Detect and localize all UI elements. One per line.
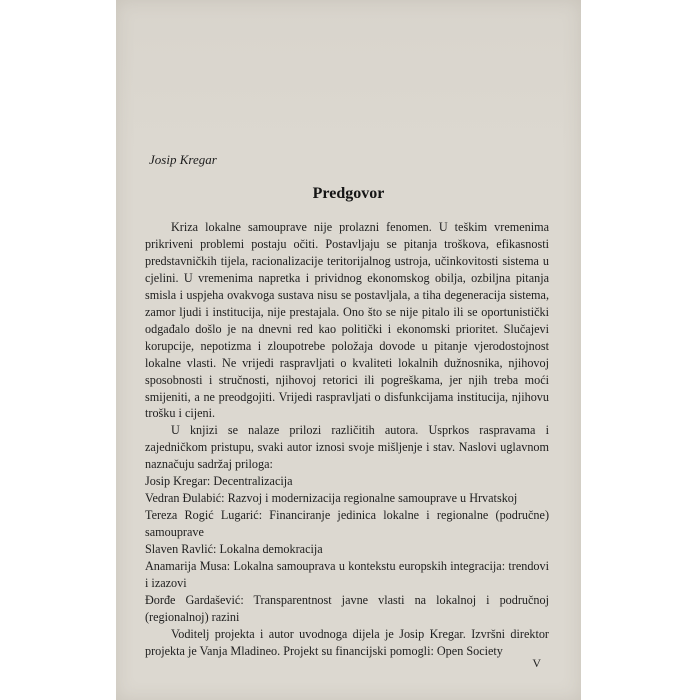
bleed-through-area <box>116 0 581 150</box>
book-page <box>116 0 581 700</box>
contribution-item: Josip Kregar: Decentralizacija <box>145 474 293 489</box>
contribution-item: Vedran Đulabić: Razvoj i modernizacija regionalne samouprave u Hrvatskoj <box>145 491 518 506</box>
contribution-item: Slaven Ravlić: Lokalna demokracija <box>145 542 323 557</box>
chapter-title: Predgovor <box>312 185 385 202</box>
author-name: Josip Kregar <box>149 152 217 167</box>
contribution-item: Anamarija Musa: Lokalna samouprava u kontekstu europskih integracija: trendovi i izazovi <box>145 559 549 591</box>
contribution-item: Tereza Rogić Lugarić: Financiranje jedinica lokalne i regionalne (područne) samouprave <box>145 508 549 540</box>
contribution-item: Đorđe Gardašević: Transparentnost javne vlasti na lokalnoj i područnoj (regionalnoj) razini <box>145 592 549 624</box>
body-text <box>145 219 549 660</box>
closing-paragraph: Voditelj projekta i autor uvodnoga dijela je Josip Kregar. Izvršni direktor projekta je Vanja Mladineo. Projekt su financijski pomogli: Open Society <box>145 626 549 658</box>
paragraph-2: U knjizi se nalaze prilozi različitih autora. Usprkos raspravama i zajedničkom pristupu, svaki autor iznosi svoje mišljenje i stav. Naslovi uglavnom naznačuju sadržaj priloga: <box>145 423 549 472</box>
page-number: V <box>532 656 541 670</box>
paragraph-1: Kriza lokalne samouprave nije prolazni fenomen. U teškim vremenima prikriveni problemi postaju očiti. Postavljaju se pitanja troškova, efikasnosti predstavničkih tijela, racionalizacije teritorijalnog ustroja, učinkovitosti sistema u cjelini. U vremenima napretka i prividnog ekonomskog obilja, ozbiljna pitanja smisla i uspjeha ovakvoga sustava nisu se postavljala, a tiha degeneracija sistema, zamor ljudi i institucija, nije prestajala. Ono što se nije pitalo ili se oportunistički odgađalo došlo je na dnevni red kao politički i ekonomski prioritet. Slučajevi korupcije, nepotizma i zloupotrebe položaja dovode u pitanje vjerodostojnost lokalne vlasti. Ne vrijedi raspravljati o kvaliteti lokalnih dužnosnika, njihovoj sposobnosti i stručnosti, njihovoj retorici ili pogreškama, jer njih treba moći smijeniti, a ne preodgojiti. Vrijedi raspravljati o disfunkcijama institucija, njihovu trošku i cijeni. <box>145 220 549 421</box>
